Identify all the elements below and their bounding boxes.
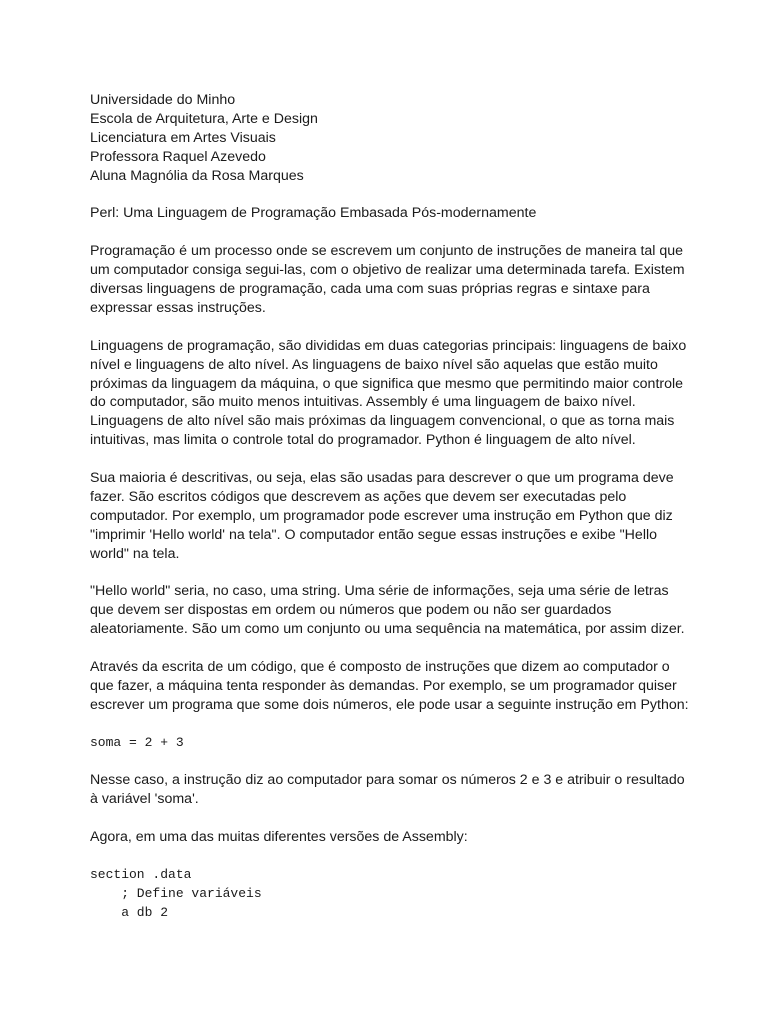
document-title: Perl: Uma Linguagem de Programação Embasada Pós-modernamente bbox=[90, 205, 537, 222]
paragraph-string: "Hello world" seria, no caso, uma string. Uma série de informações, seja uma série de letras que devem ser dispostas em ordem ou números que podem ou não ser guardados aleatoriamente. São um como um conjunto ou uma sequência na matemática, por assim dizer. bbox=[90, 583, 685, 638]
assembly-code-line: ; Define variáveis bbox=[90, 885, 262, 901]
paragraph-assembly-intro: Agora, em uma das muitas diferentes versões de Assembly: bbox=[90, 829, 468, 846]
assembly-code-block bbox=[90, 866, 690, 923]
paragraph-intro: Programação é um processo onde se escrevem um conjunto de instruções de maneira tal que um computador consiga segui-las, com o objetivo de realizar uma determinada tarefa. Existem diversas linguagens de programação, cada uma com suas próprias regras e sintaxe para expressar essas instruções. bbox=[90, 243, 685, 316]
paragraph-python-explanation: Nesse caso, a instrução diz ao computador para somar os números 2 e 3 e atribuir o resultado à variável 'soma'. bbox=[90, 772, 685, 808]
paragraph-categories: Linguagens de programação, são divididas em duas categorias principais: linguagens de baixo nível e linguagens de alto nível. As linguagens de baixo nível são aquelas que estão muito próximas da linguagem da máquina, o que significa que mesmo que permitindo maior controle do computador, são muito menos intuitivas. Assembly é uma linguagem de baixo nível. Linguagens de alto nível são mais próximas da linguagem convencional, o que as torna mais intuitivas, mas limita o controle total do programador. Python é linguagem de alto nível. bbox=[90, 337, 687, 449]
paragraph-code-intro: Através da escrita de um código, que é composto de instruções que dizem ao computador o que fazer, a máquina tenta responder às demandas. Por exemplo, se um programador quiser escrever um programa que some dois números, ele pode usar a seguinte instrução em Python: bbox=[90, 659, 689, 713]
assembly-code-line: section .data bbox=[90, 866, 192, 882]
paragraph-descriptive: Sua maioria é descritivas, ou seja, elas são usadas para descrever o que um programa deve fazer. São escritos códigos que descrevem as ações que devem ser executadas pelo computador. Por exemplo, um programador pode escrever uma instrução em Python que diz "imprimir 'Hello world' na tela". O computador então segue essas instruções e exibe "Hello world" na tela. bbox=[90, 470, 674, 562]
professor-line: Professora Raquel Azevedo bbox=[90, 148, 266, 165]
course-line: Licenciatura em Artes Visuais bbox=[90, 129, 276, 146]
document-page bbox=[90, 91, 690, 923]
student-line: Aluna Magnólia da Rosa Marques bbox=[90, 167, 304, 184]
university-line: Universidade do Minho bbox=[90, 92, 236, 108]
school-line: Escola de Arquitetura, Arte e Design bbox=[90, 110, 318, 127]
python-code-block bbox=[90, 734, 690, 753]
assembly-code-line: a db 2 bbox=[90, 904, 169, 920]
python-code-line: soma = 2 + 3 bbox=[90, 734, 184, 750]
